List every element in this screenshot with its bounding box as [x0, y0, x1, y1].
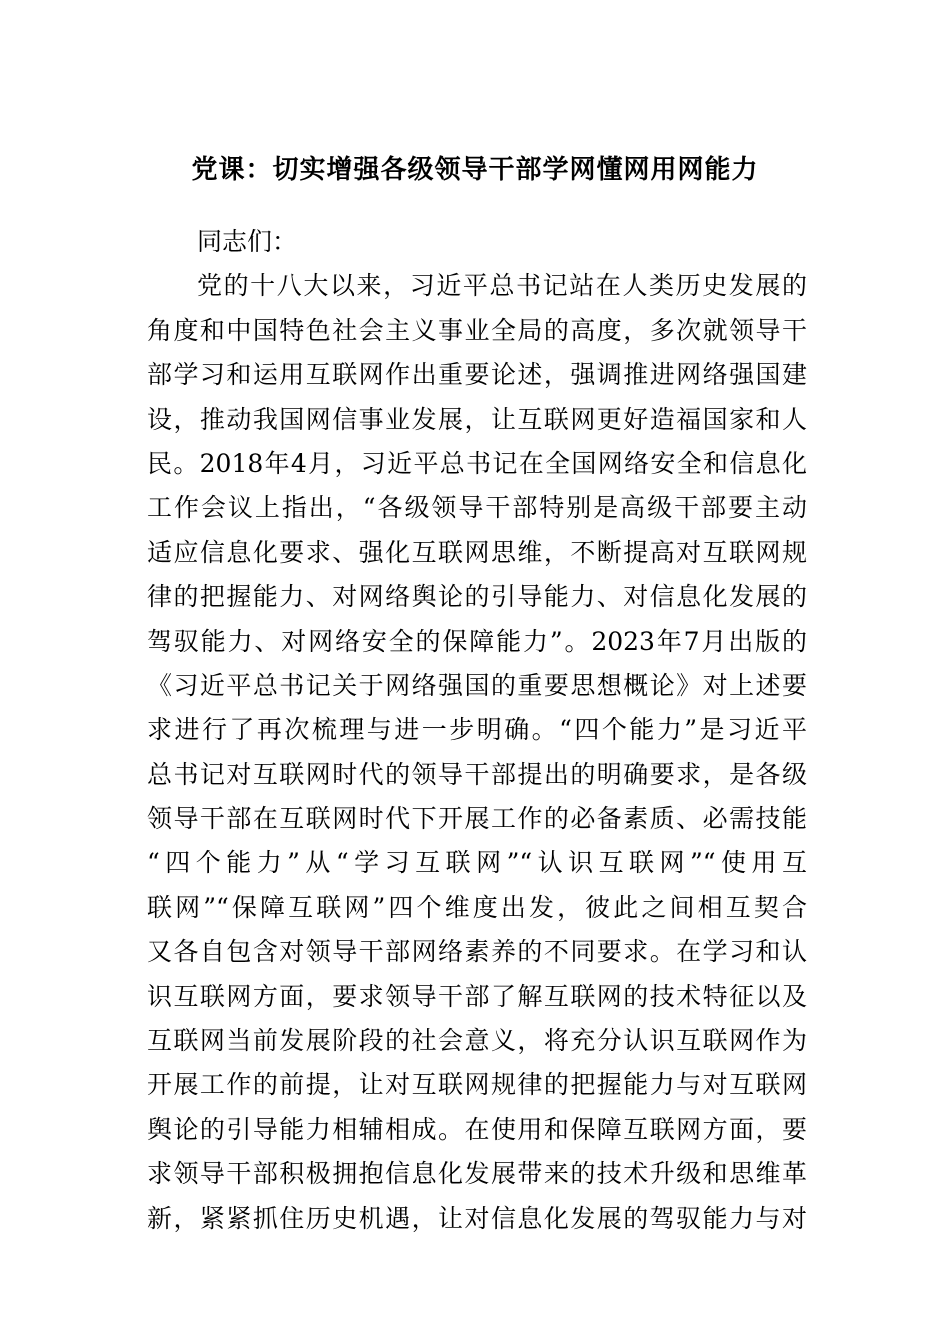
paragraph-line: 驾驭能力、对网络安全的保障能力”。2023年7月出版的 [147, 626, 807, 656]
paragraph-line: 部学习和运用互联网作出重要论述，强调推进网络强国建 [147, 360, 807, 390]
paragraph-line: 联网”“保障互联网”四个维度出发，彼此之间相互契合 [147, 892, 807, 922]
paragraph-line: 律的把握能力、对网络舆论的引导能力、对信息化发展的 [147, 582, 807, 612]
paragraph-line: 求进行了再次梳理与进一步明确。“四个能力”是习近平 [147, 715, 807, 745]
paragraph-line: 总书记对互联网时代的领导干部提出的明确要求，是各级 [147, 759, 807, 789]
paragraph-line: 领导干部在互联网时代下开展工作的必备素质、必需技能 [147, 804, 807, 834]
paragraph-line: 新，紧紧抓住历史机遇，让对信息化发展的驾驭能力与对 [147, 1203, 807, 1233]
paragraph-line: 适应信息化要求、强化互联网思维，不断提高对互联网规 [147, 537, 807, 567]
paragraph-line: 设，推动我国网信事业发展，让互联网更好造福国家和人 [147, 404, 807, 434]
paragraph-line: 角度和中国特色社会主义事业全局的高度，多次就领导干 [147, 315, 807, 345]
paragraph-line: 又各自包含对领导干部网络素养的不同要求。在学习和认 [147, 937, 807, 967]
paragraph-line: 舆论的引导能力相辅相成。在使用和保障互联网方面，要 [147, 1114, 807, 1144]
paragraph-line: 互联网当前发展阶段的社会意义，将充分认识互联网作为 [147, 1026, 807, 1056]
paragraph-line: 工作会议上指出，“各级领导干部特别是高级干部要主动 [147, 493, 807, 523]
paragraph-line: 党的十八大以来，习近平总书记站在人类历史发展的 [197, 271, 807, 301]
paragraph-line: 民。2018年4月，习近平总书记在全国网络安全和信息化 [147, 448, 807, 478]
paragraph-line: 识互联网方面，要求领导干部了解互联网的技术特征以及 [147, 981, 807, 1011]
document-title: 党课：切实增强各级领导干部学网懂网用网能力 [191, 155, 759, 185]
salutation: 同志们： [197, 227, 298, 256]
paragraph-line: “四个能力”从“学习互联网”“认识互联网”“使用互 [147, 848, 807, 878]
paragraph-line: 《习近平总书记关于网络强国的重要思想概论》对上述要 [147, 670, 807, 700]
paragraph [147, 264, 807, 1241]
document-body [147, 220, 807, 1241]
paragraph-line: 开展工作的前提，让对互联网规律的把握能力与对互联网 [147, 1070, 807, 1100]
paragraph-line: 求领导干部积极拥抱信息化发展带来的技术升级和思维革 [147, 1159, 807, 1189]
